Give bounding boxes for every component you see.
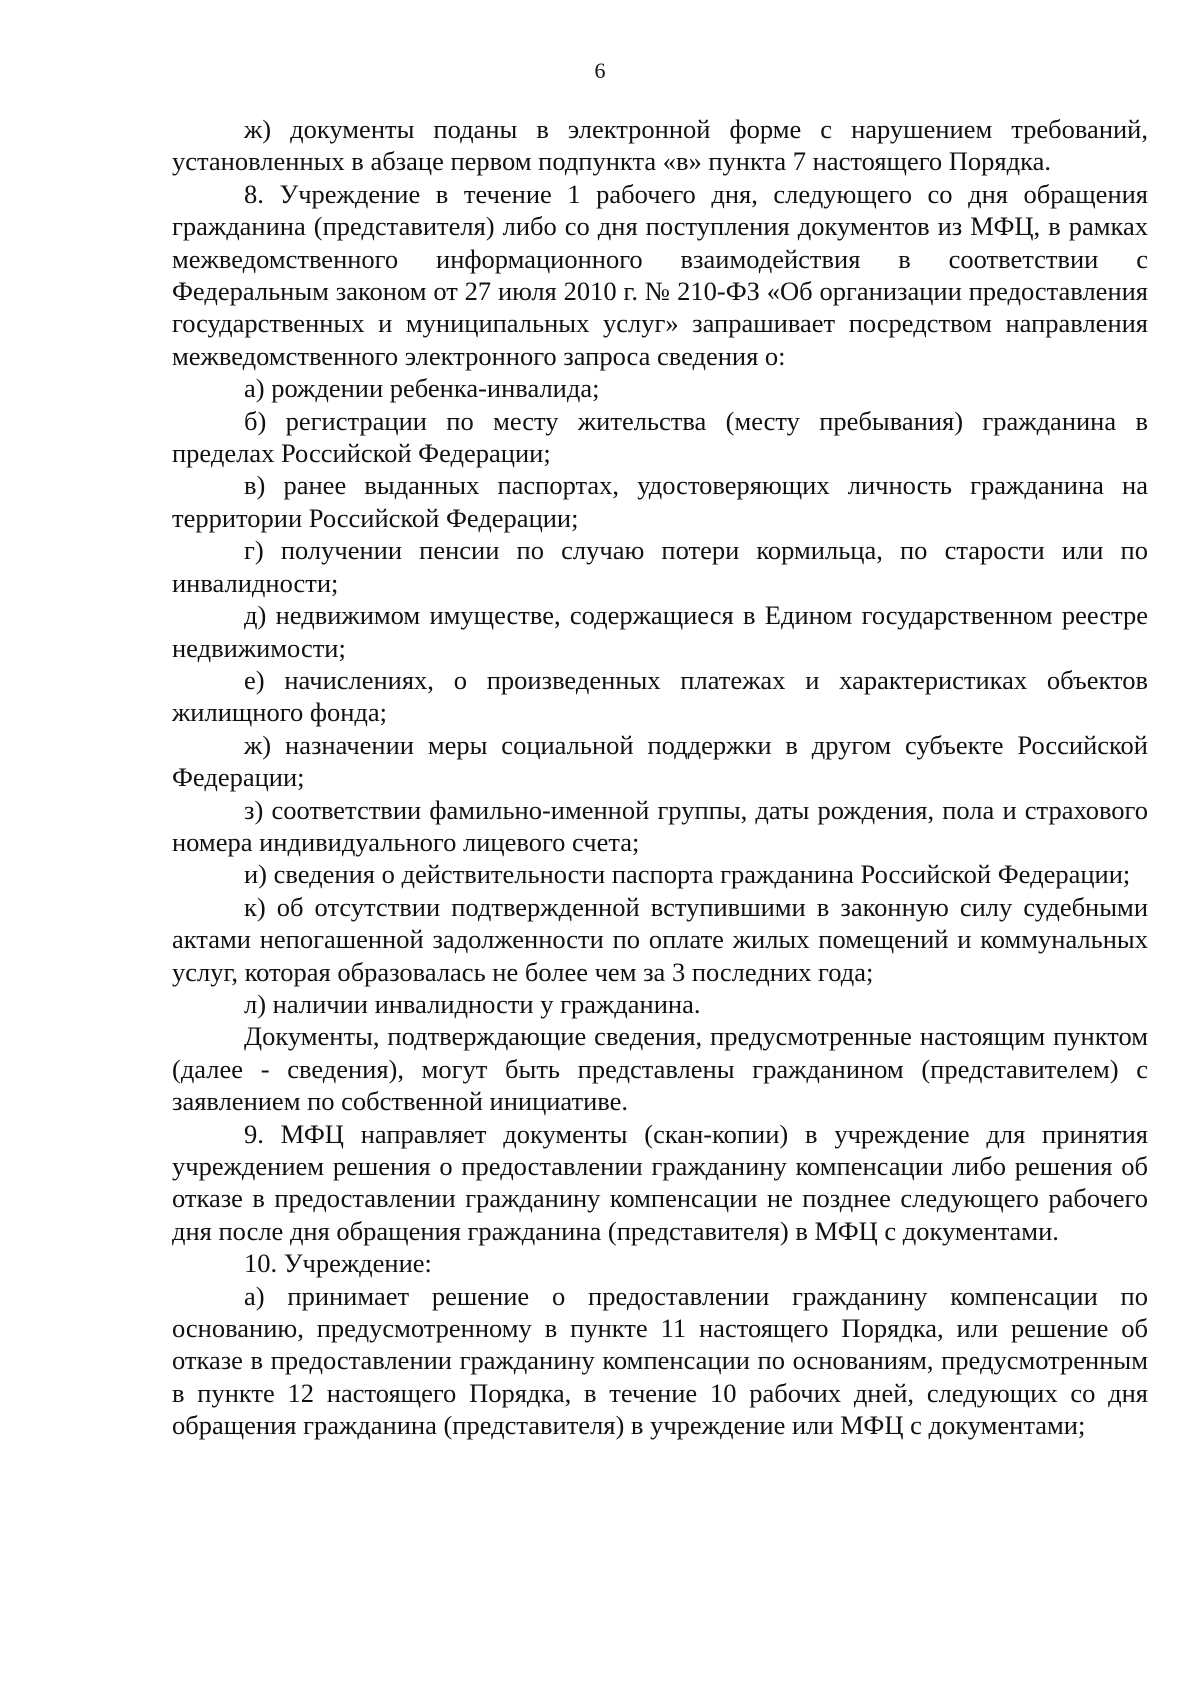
paragraph-documents-initiative: Документы, подтверждающие сведения, предусмотренные настоящим пунктом (далее - сведения), могут быть представлены гражданином (представителем) с заявлением по собственной инициативе. xyxy=(172,1021,1148,1117)
paragraph-subitem-zh-support: ж) назначении меры социальной поддержки в другом субъекте Российской Федерации; xyxy=(172,729,1148,793)
paragraph-subitem-v-passports: в) ранее выданных паспортах, удостоверяющих личность гражданина на территории Российской Федерации; xyxy=(172,470,1148,533)
paragraph-subitem-z-snils: з) соответствии фамильно-именной группы, даты рождения, пола и страхового номера индивидуального лицевого счета; xyxy=(172,794,1148,857)
paragraph-item-10: 10. Учреждение: xyxy=(244,1248,432,1279)
paragraph-subitem-l-disability: л) наличии инвалидности у гражданина. xyxy=(244,988,701,1019)
paragraph-subitem-a-birth: а) рождении ребенка-инвалида; xyxy=(244,373,600,404)
paragraph-item-8: 8. Учреждение в течение 1 рабочего дня, следующего со дня обращения гражданина (представителя) либо со дня поступления документов из МФЦ, в рамках межведомственного информационного взаимодействия в соответствии с Федеральным законом от 27 июля 2010 г. № 210-ФЗ «Об организации предоставления государственных и муниципальных услуг» запрашивает посредством направления межведомственного электронного запроса сведения о: xyxy=(172,178,1148,371)
paragraph-subitem-i-passport-validity: и) сведения о действительности паспорта гражданина Российской Федерации; xyxy=(244,859,1131,890)
paragraph-item-9: 9. МФЦ направляет документы (скан-копии) в учреждение для принятия учреждением решения о предоставлении гражданину компенсации либо решения об отказе в предоставлении гражданину компенсации не позднее следующего рабочего дня после дня обращения гражданина (представителя) в МФЦ с документами. xyxy=(172,1118,1148,1246)
paragraph-subitem-zh-electronic-form: ж) документы поданы в электронной форме с нарушением требований, установленных в абзаце первом подпункта «в» пункта 7 настоящего Порядка. xyxy=(172,114,1148,177)
paragraph-subitem-g-pension: г) получении пенсии по случаю потери кормильца, по старости или по инвалидности; xyxy=(172,535,1148,598)
page-number: 6 xyxy=(594,58,606,83)
paragraph-subitem-e-payments: е) начислениях, о произведенных платежах и характеристиках объектов жилищного фонда; xyxy=(172,664,1148,728)
paragraph-subitem-d-property: д) недвижимом имуществе, содержащиеся в Едином государственном реестре недвижимости; xyxy=(172,600,1148,663)
paragraph-subitem-k-debt: к) об отсутствии подтвержденной вступившими в законную силу судебными актами непогашенной задолженности по оплате жилых помещений и коммунальных услуг, которая образовалась не более чем за 3 последних года; xyxy=(172,891,1148,987)
paragraph-subitem-b-registration: б) регистрации по месту жительства (месту пребывания) гражданина в пределах Российской Федерации; xyxy=(172,405,1148,469)
paragraph-subitem-a-decision: а) принимает решение о предоставлении гражданину компенсации по основанию, предусмотренному в пункте 11 настоящего Порядка, или решение об отказе в предоставлении гражданину компенсации по основаниям, предусмотренным в пункте 12 настоящего Порядка, в течение 10 рабочих дней, следующих со дня обращения гражданина (представителя) в учреждение или МФЦ с документами; xyxy=(172,1280,1148,1441)
document-body xyxy=(172,113,1148,1442)
